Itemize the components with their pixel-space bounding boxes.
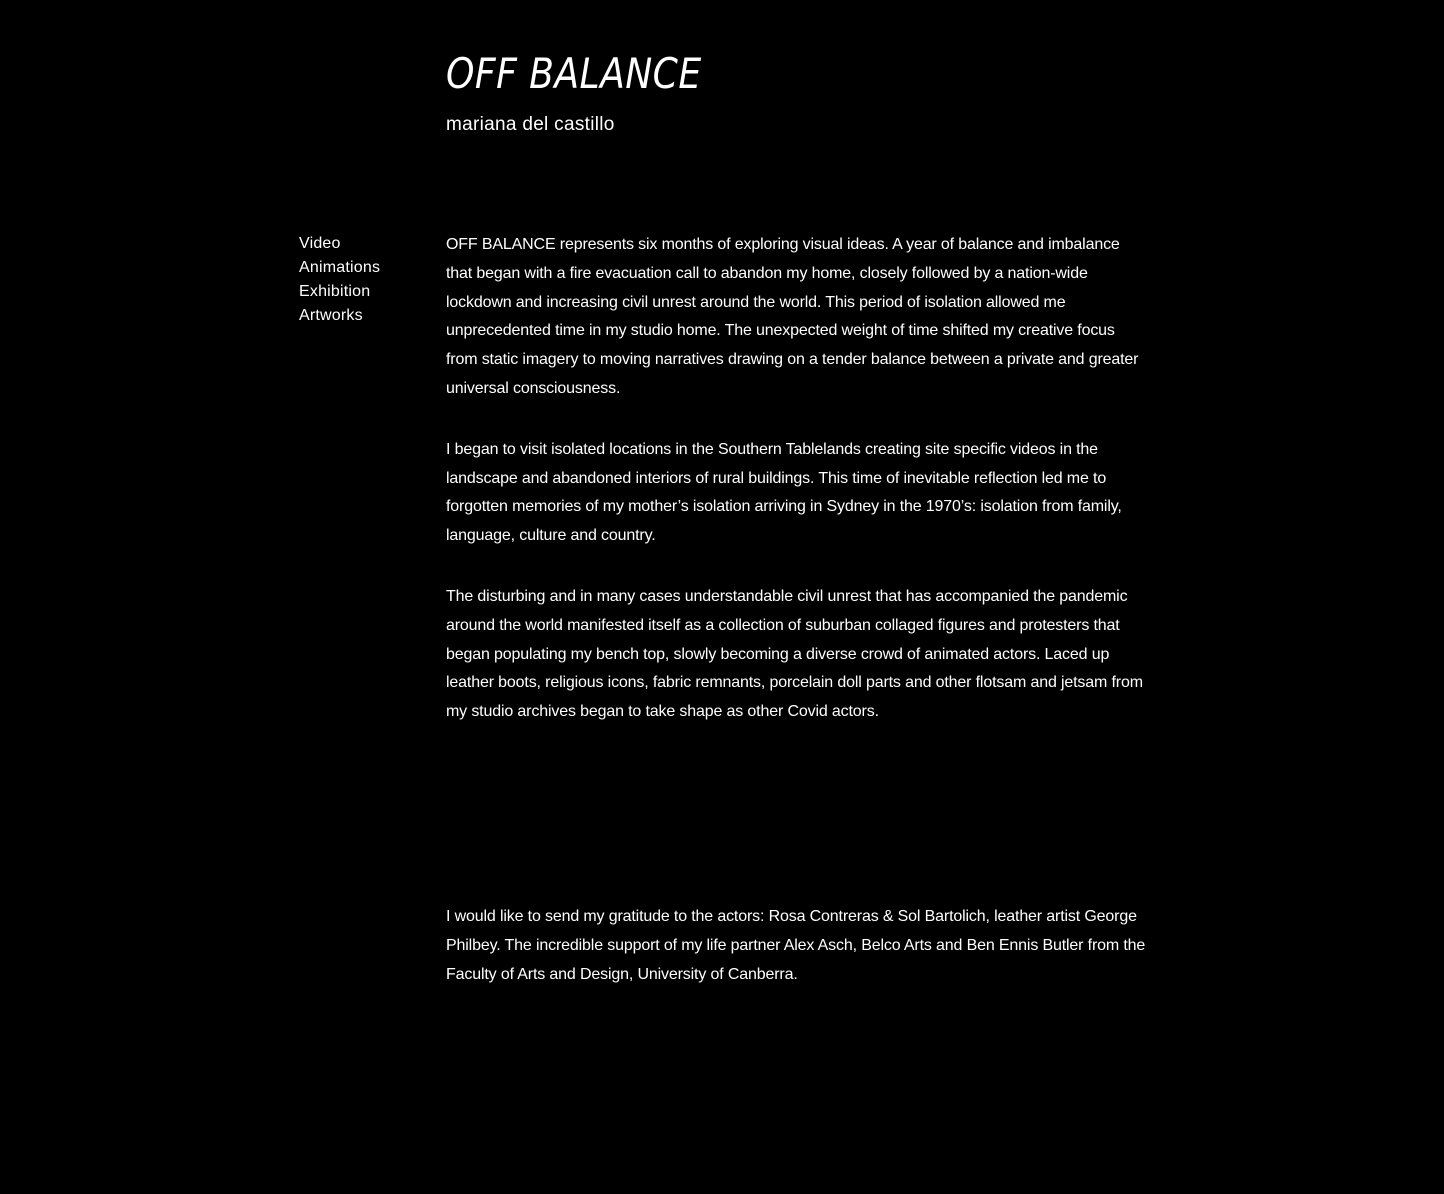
statement-paragraph: The disturbing and in many cases understandable civil unrest that has accompanied the pandemic around the world manifested itself as a collection of suburban collaged figures and protesters that began populating my bench top, slowly becoming a diverse crowd of animated actors. Laced up leather boots, religious icons, fabric remnants, porcelain doll parts and other flotsam and jetsam from my studio archives began to take shape as other Covid actors. [446, 587, 1143, 721]
nav-item-video[interactable]: Video [299, 235, 341, 252]
nav-item-animations[interactable]: Animations [299, 259, 381, 276]
artist-statement [446, 231, 1146, 759]
nav-item-exhibition[interactable]: Exhibition [299, 283, 371, 300]
side-navigation [299, 232, 380, 328]
acknowledgements-paragraph: I would like to send my gratitude to the actors: Rosa Contreras & Sol Bartolich, leather artist George Philbey. The incredible support of my life partner Alex Asch, Belco Arts and Ben Ennis Butler from the Faculty of Arts and Design, University of Canberra. [446, 908, 1146, 983]
statement-paragraph: OFF BALANCE represents six months of exploring visual ideas. A year of balance and imbalance that began with a fire evacuation call to abandon my home, closely followed by a nation-wide lockdown and increasing civil unrest around the world. This period of isolation allowed me unprecedented time in my studio home. The unexpected weight of time shifted my creative focus from static imagery to moving narratives drawing on a tender balance between a private and greater universal consciousness. [446, 236, 1139, 397]
artist-name: mariana del castillo [446, 114, 615, 135]
statement-paragraph: I began to visit isolated locations in the Southern Tablelands creating site specific videos in the landscape and abandoned interiors of rural buildings. This time of inevitable reflection led me to forgotten memories of my mother’s isolation arriving in Sydney in the 1970’s: isolation from family, language, culture and country. [446, 440, 1122, 545]
site-title: OFF BALANCE [446, 49, 702, 98]
nav-item-artworks[interactable]: Artworks [299, 307, 363, 324]
